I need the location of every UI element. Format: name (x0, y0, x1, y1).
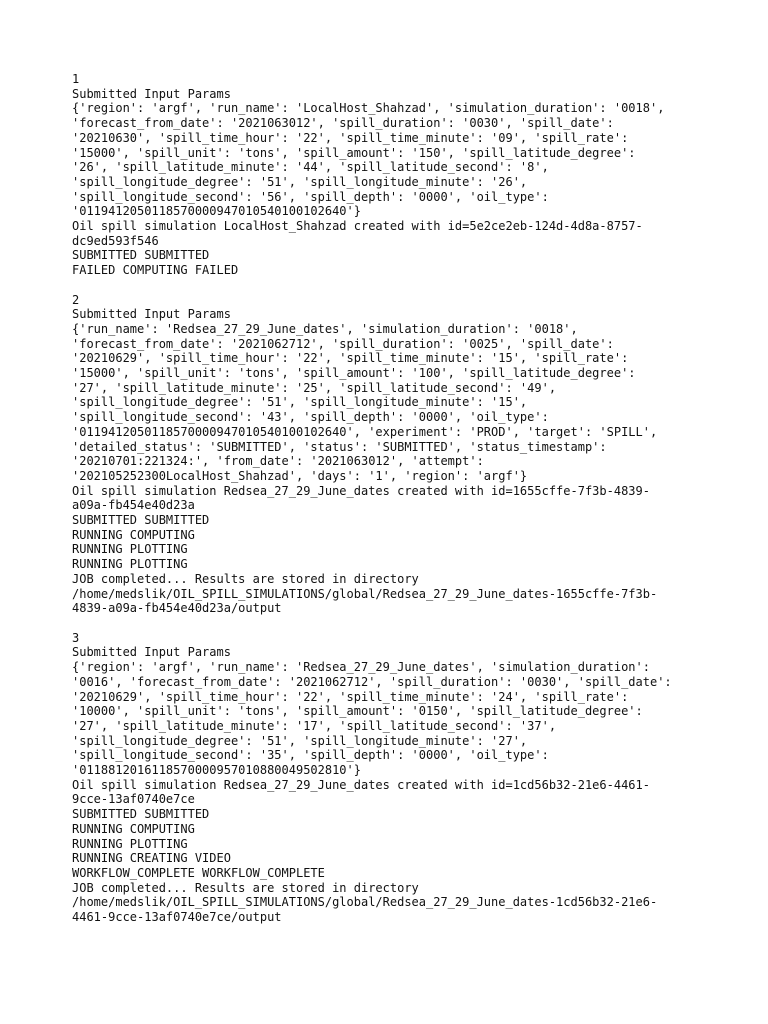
log-line: Submitted Input Params (72, 307, 231, 322)
log-line: Submitted Input Params (72, 645, 231, 660)
log-line: SUBMITTED SUBMITTED (72, 248, 210, 263)
log-line: RUNNING CREATING VIDEO (72, 851, 231, 866)
log-line: RUNNING PLOTTING (72, 542, 188, 557)
log-line: RUNNING PLOTTING (72, 836, 188, 851)
log-line: '15000', 'spill_unit': 'tons', 'spill_amount': '100', 'spill_latitude_degree': (72, 366, 636, 381)
log-line: '20210701:221324:', 'from_date': '2021063012', 'attempt': (72, 454, 484, 469)
log-line: {'run_name': 'Redsea_27_29_June_dates', 'simulation_duration': '0018', (72, 321, 578, 336)
log-line: '26', 'spill_latitude_minute': '44', 'spill_latitude_second': '8', (72, 160, 549, 175)
log-entry-1 (72, 72, 712, 278)
log-line: 'detailed_status': 'SUBMITTED', 'status': 'SUBMITTED', 'status_timestamp': (72, 439, 607, 454)
log-line: '15000', 'spill_unit': 'tons', 'spill_amount': '150', 'spill_latitude_degree': (72, 145, 636, 160)
log-line: 'spill_longitude_degree': '51', 'spill_longitude_minute': '27', (72, 733, 528, 748)
log-line: dc9ed593f546 (72, 233, 159, 248)
log-line: FAILED COMPUTING FAILED (72, 263, 239, 278)
log-line: RUNNING PLOTTING (72, 557, 188, 572)
log-line: 'spill_longitude_degree': '51', 'spill_longitude_minute': '26', (72, 174, 528, 189)
log-line: 'spill_longitude_second': '43', 'spill_depth': '0000', 'oil_type': (72, 410, 549, 425)
log-line: '0119412050118570000947010540100102640'} (72, 204, 361, 219)
log-line: 'forecast_from_date': '2021063012', 'spill_duration': '0030', 'spill_date': (72, 116, 614, 131)
log-line: SUBMITTED SUBMITTED (72, 513, 210, 528)
log-line: '27', 'spill_latitude_minute': '17', 'spill_latitude_second': '37', (72, 718, 557, 733)
log-line: '27', 'spill_latitude_minute': '25', 'spill_latitude_second': '49', (72, 380, 557, 395)
log-entry-2 (72, 293, 712, 616)
entry-number: 2 (72, 292, 80, 307)
log-line: SUBMITTED SUBMITTED (72, 807, 210, 822)
log-line: WORKFLOW_COMPLETE WORKFLOW_COMPLETE (72, 865, 325, 880)
log-line: {'region': 'argf', 'run_name': 'Redsea_27_29_June_dates', 'simulation_duration': (72, 660, 650, 675)
log-document (72, 72, 712, 939)
log-line: '0118812016118570000957010880049502810'} (72, 763, 361, 778)
log-line: 'forecast_from_date': '2021062712', 'spill_duration': '0025', 'spill_date': (72, 336, 614, 351)
log-line: '10000', 'spill_unit': 'tons', 'spill_amount': '0150', 'spill_latitude_degree': (72, 704, 643, 719)
log-line: Oil spill simulation LocalHost_Shahzad created with id=5e2ce2eb-124d-4d8a-8757- (72, 219, 643, 234)
log-line: 9cce-13af0740e7ce (72, 792, 195, 807)
log-line: '0016', 'forecast_from_date': '2021062712', 'spill_duration': '0030', 'spill_date': (72, 674, 672, 689)
log-line: 'spill_longitude_degree': '51', 'spill_longitude_minute': '15', (72, 395, 528, 410)
log-line: '20210630', 'spill_time_hour': '22', 'spill_time_minute': '09', 'spill_rate': (72, 130, 629, 145)
log-line: '20210629', 'spill_time_hour': '22', 'spill_time_minute': '15', 'spill_rate': (72, 351, 629, 366)
log-line: RUNNING COMPUTING (72, 821, 195, 836)
log-line: RUNNING COMPUTING (72, 527, 195, 542)
log-line: '0119412050118570000947010540100102640', 'experiment': 'PROD', 'target': 'SPILL', (72, 424, 658, 439)
log-line: 'spill_longitude_second': '56', 'spill_depth': '0000', 'oil_type': (72, 189, 549, 204)
log-line: /home/medslik/OIL_SPILL_SIMULATIONS/global/Redsea_27_29_June_dates-1cd56b32-21e6- (72, 895, 658, 910)
log-line: JOB completed... Results are stored in directory (72, 571, 419, 586)
log-line: /home/medslik/OIL_SPILL_SIMULATIONS/global/Redsea_27_29_June_dates-1655cffe-7f3b- (72, 586, 658, 601)
log-line: 4461-9cce-13af0740e7ce/output (72, 910, 282, 925)
log-line: Submitted Input Params (72, 86, 231, 101)
log-line: '202105252300LocalHost_Shahzad', 'days': '1', 'region': 'argf'} (72, 468, 528, 483)
log-line: 4839-a09a-fb454e40d23a/output (72, 601, 282, 616)
entry-number: 1 (72, 72, 80, 86)
entry-number: 3 (72, 630, 80, 645)
log-line: '20210629', 'spill_time_hour': '22', 'spill_time_minute': '24', 'spill_rate': (72, 689, 629, 704)
log-line: Oil spill simulation Redsea_27_29_June_dates created with id=1655cffe-7f3b-4839- (72, 483, 650, 498)
log-line: {'region': 'argf', 'run_name': 'LocalHost_Shahzad', 'simulation_duration': '0018', (72, 101, 665, 116)
log-entry-3 (72, 631, 712, 925)
log-line: JOB completed... Results are stored in directory (72, 880, 419, 895)
log-line: a09a-fb454e40d23a (72, 498, 195, 513)
log-line: Oil spill simulation Redsea_27_29_June_dates created with id=1cd56b32-21e6-4461- (72, 777, 650, 792)
log-line: 'spill_longitude_second': '35', 'spill_depth': '0000', 'oil_type': (72, 748, 549, 763)
